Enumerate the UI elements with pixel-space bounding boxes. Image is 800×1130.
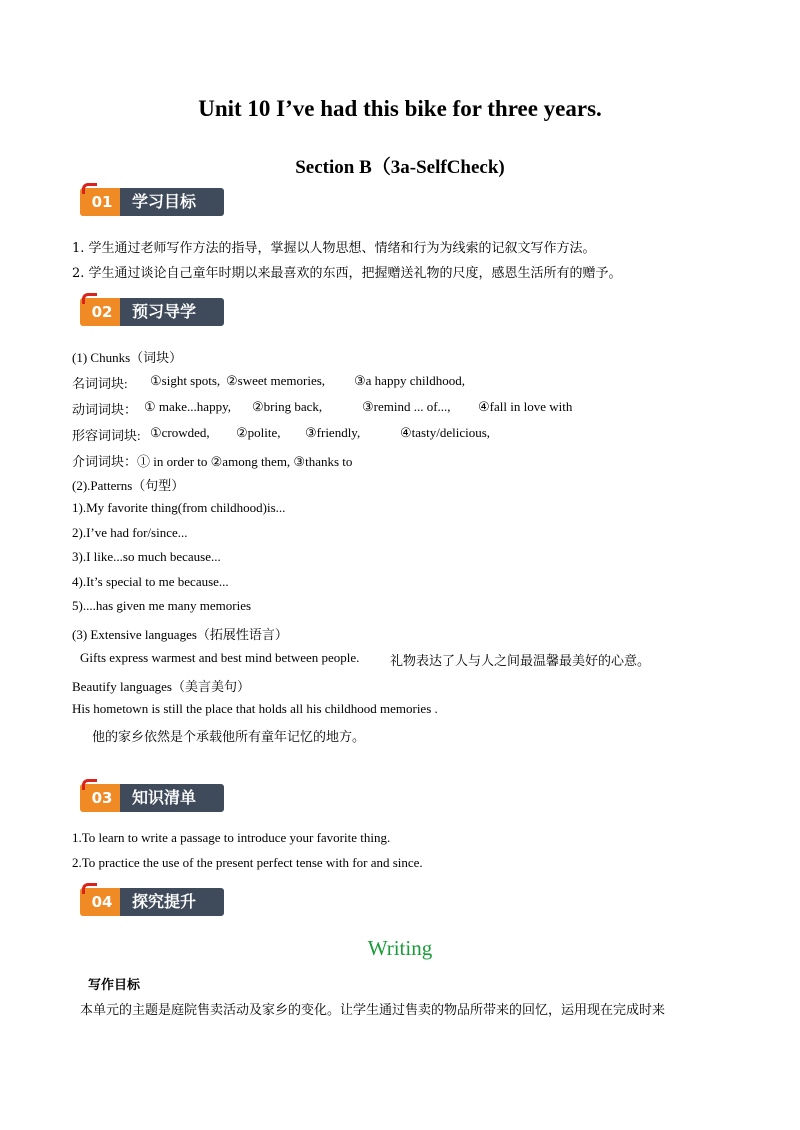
- verb-chunk: ②bring back,: [252, 399, 323, 414]
- prep-chunks: 介词词块：① in order to ②among them, ③thanks to: [72, 454, 353, 469]
- section-label: 知识清单: [132, 788, 197, 807]
- gift-sentence-en: Gifts express warmest and best mind between people.: [80, 650, 360, 665]
- objective-item: 1. 学生通过老师写作方法的指导，掌握以人物思想、情绪和行为为线索的记叙文写作方法。: [72, 241, 596, 256]
- patterns-heading: (2).Patterns（句型）: [72, 478, 185, 493]
- section-number: 02: [91, 303, 113, 321]
- adj-chunk: ②polite,: [236, 425, 281, 440]
- section-subtitle: Section B（3a-SelfCheck): [295, 157, 505, 178]
- noun-chunk: ①sight spots,: [150, 373, 221, 388]
- beautify-heading: Beautify languages（美言美句）: [72, 679, 250, 694]
- pattern-item: 5)....has given me many memories: [72, 598, 252, 613]
- section-label: 探究提升: [132, 892, 197, 911]
- adj-prefix: 形容词词块:: [72, 428, 141, 443]
- noun-chunks-row: [72, 373, 128, 392]
- section-label: 学习目标: [132, 192, 197, 211]
- chunks-heading: (1) Chunks（词块）: [72, 350, 183, 365]
- objective-item: 2. 学生通过谈论自己童年时期以来最喜欢的东西，把握赠送礼物的尺度，感恩生活所有的赠予。: [72, 266, 622, 281]
- section-badge-04: [80, 884, 226, 920]
- section-number: 01: [91, 193, 113, 211]
- verb-chunk: ③remind ... of...,: [362, 399, 451, 414]
- noun-chunk: ②sweet memories,: [226, 373, 326, 388]
- adj-chunk: ③friendly,: [305, 425, 361, 440]
- noun-prefix: 名词词块:: [72, 376, 128, 391]
- extensive-heading: (3) Extensive languages（拓展性语言）: [72, 627, 288, 642]
- section-badge-03: [80, 780, 226, 816]
- gift-sentence-zh: 礼物表达了人与人之间最温馨最美好的心意。: [390, 654, 651, 669]
- knowledge-item: 1.To learn to write a passage to introduce your favorite thing.: [72, 830, 391, 845]
- adj-chunk: ①crowded,: [150, 425, 210, 440]
- hometown-sentence-zh: 他的家乡依然是个承载他所有童年记忆的地方。: [92, 730, 366, 745]
- page-title: Unit 10 I’ve had this bike for three years.: [198, 96, 602, 121]
- pattern-item: 2).I’ve had for/since...: [72, 525, 188, 540]
- section-label: 预习导学: [132, 302, 197, 321]
- verb-prefix: 动词词块：: [72, 402, 138, 417]
- verb-chunk: ④fall in love with: [478, 399, 573, 414]
- section-badge-02: [80, 294, 226, 330]
- hometown-sentence-en: His hometown is still the place that holds all his childhood memories .: [72, 701, 438, 716]
- writing-title: Writing: [367, 936, 433, 960]
- adj-chunk: ④tasty/delicious,: [400, 425, 491, 440]
- noun-chunk: ③a happy childhood,: [354, 373, 465, 388]
- goal-text: 本单元的主题是庭院售卖活动及家乡的变化。让学生通过售卖的物品所带来的回忆，运用现在完成时来: [80, 1003, 666, 1018]
- section-badge-01: [80, 184, 226, 220]
- pattern-item: 1).My favorite thing(from childhood)is...: [72, 500, 286, 515]
- goal-heading: 写作目标: [88, 978, 141, 993]
- section-number: 03: [91, 789, 113, 807]
- pattern-item: 4).It’s special to me because...: [72, 574, 229, 589]
- section-number: 04: [91, 893, 113, 911]
- verb-chunk: ① make...happy,: [144, 399, 231, 414]
- knowledge-item: 2.To practice the use of the present perfect tense with for and since.: [72, 855, 423, 870]
- pattern-item: 3).I like...so much because...: [72, 549, 221, 564]
